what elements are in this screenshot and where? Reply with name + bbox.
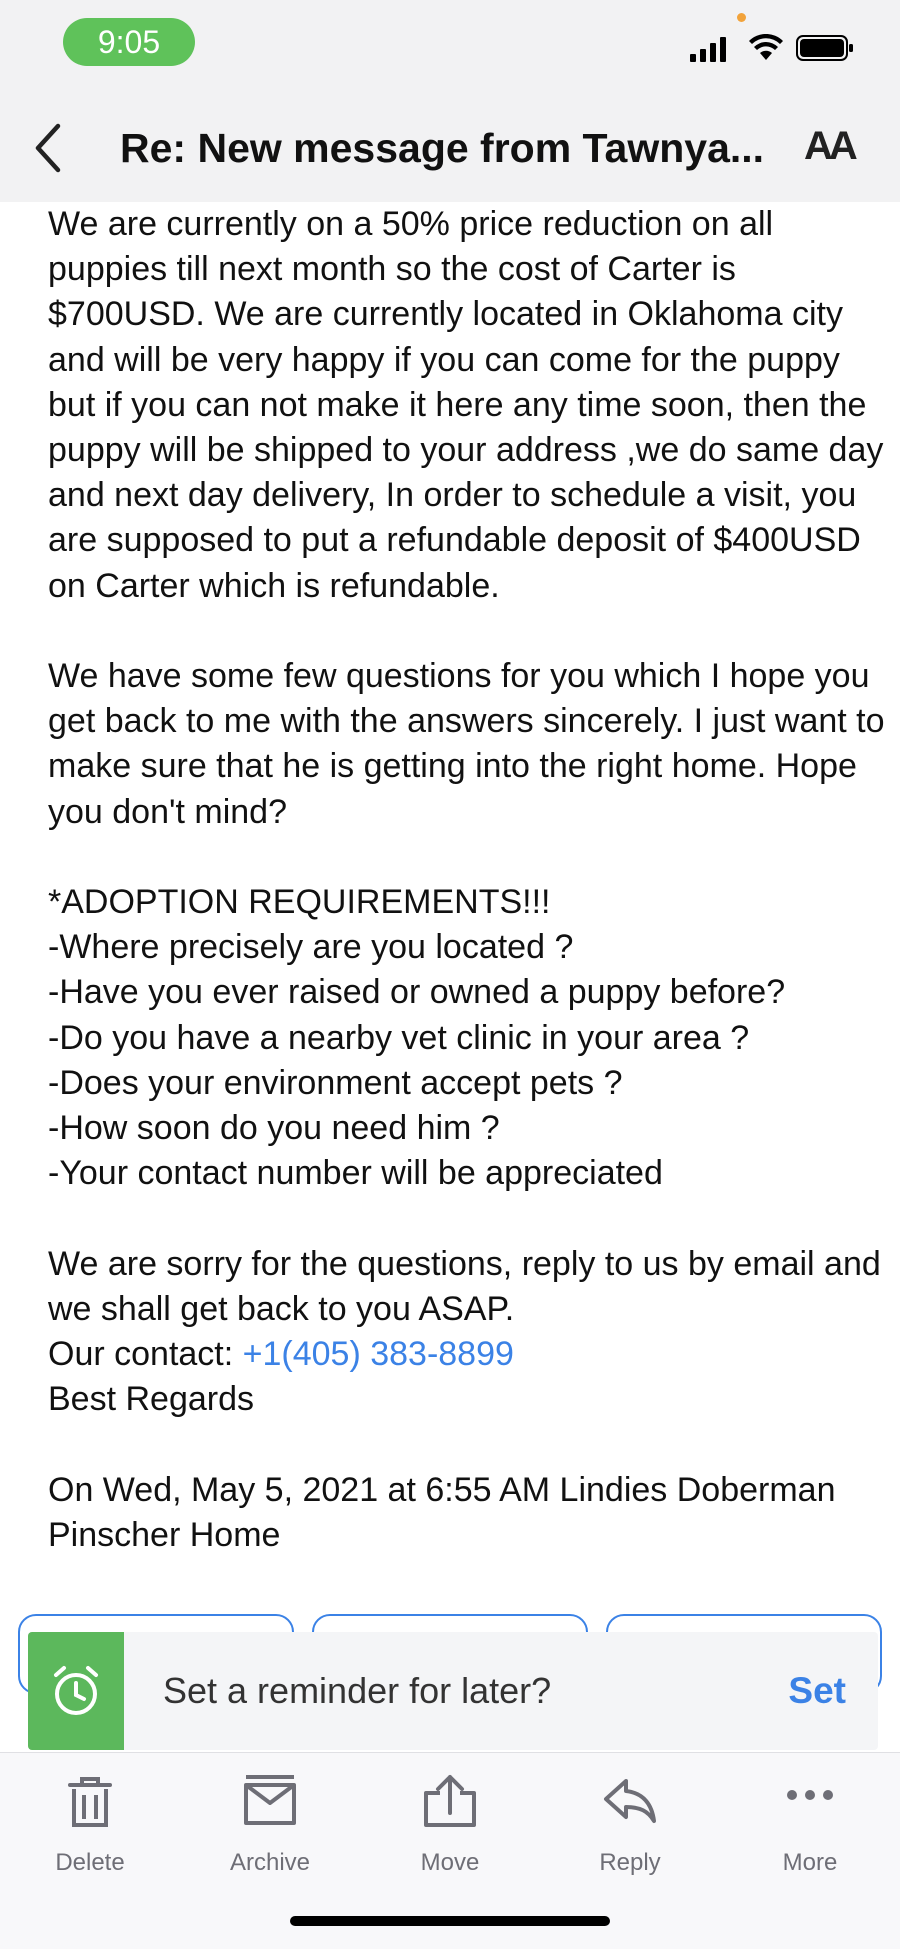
archive-label: Archive bbox=[229, 1849, 311, 1876]
requirement-item: -Your contact number will be appreciated bbox=[48, 1154, 663, 1193]
email-paragraph: We have some few questions for you which I hope you get back to me with the answers sincerely. I just want to make sure that he is getting into the right home. Hope you don't mind? bbox=[48, 657, 885, 831]
contact-label: Our contact: bbox=[48, 1335, 243, 1374]
wifi-icon bbox=[748, 34, 784, 62]
more-label: More bbox=[782, 1849, 838, 1876]
delete-label: Delete bbox=[55, 1849, 125, 1876]
phone-link[interactable]: +1(405) 383-8899 bbox=[242, 1335, 514, 1374]
reminder-icon-box bbox=[28, 1632, 124, 1750]
requirement-item: -Have you ever raised or owned a puppy before? bbox=[48, 973, 786, 1012]
home-indicator[interactable] bbox=[290, 1916, 610, 1926]
status-time: 9:05 bbox=[63, 18, 195, 66]
requirements-heading: *ADOPTION REQUIREMENTS!!! bbox=[48, 883, 551, 922]
reminder-prompt: Set a reminder for later? bbox=[163, 1670, 552, 1711]
set-reminder-button[interactable]: Set bbox=[788, 1670, 846, 1711]
requirement-item: -Do you have a nearby vet clinic in your area ? bbox=[48, 1018, 750, 1057]
more-button[interactable] bbox=[750, 1773, 870, 1883]
move-label: Move bbox=[420, 1849, 480, 1876]
contact-line bbox=[48, 1332, 888, 1377]
signoff: Best Regards bbox=[48, 1380, 254, 1419]
delete-button[interactable] bbox=[30, 1773, 150, 1883]
more-icon bbox=[782, 1773, 838, 1829]
reminder-banner bbox=[28, 1632, 878, 1750]
signal-icon bbox=[690, 36, 730, 62]
archive-button[interactable] bbox=[210, 1773, 330, 1883]
chevron-left-icon[interactable] bbox=[30, 120, 66, 176]
privacy-indicator-dot bbox=[737, 13, 746, 22]
text-size-icon[interactable]: AA bbox=[804, 124, 854, 168]
status-bar bbox=[0, 0, 900, 90]
requirement-item: -How soon do you need him ? bbox=[48, 1109, 500, 1148]
message-subject-title: Re: New message from Tawnya... bbox=[120, 125, 765, 171]
reply-label: Reply bbox=[599, 1849, 661, 1876]
email-body bbox=[48, 202, 888, 1558]
archive-icon bbox=[242, 1773, 298, 1829]
requirement-item: -Where precisely are you located ? bbox=[48, 928, 574, 967]
reply-button[interactable] bbox=[570, 1773, 690, 1883]
email-paragraph: We are currently on a 50% price reduction on all puppies till next month so the cost of Carter is $700USD. We are currently located in Oklahoma city and will be very happy if you can come for the puppy but if you can not make it here any time soon, then the puppy will be shipped to your address ,we do same day and next day delivery, In order to schedule a visit, you are supposed to put a refundable deposit of $400USD on Carter which is refundable. bbox=[48, 205, 884, 605]
alarm-clock-icon bbox=[50, 1664, 102, 1718]
email-body-viewport[interactable] bbox=[0, 202, 900, 1592]
move-icon bbox=[422, 1773, 478, 1829]
requirement-item: -Does your environment accept pets ? bbox=[48, 1063, 623, 1102]
closing-paragraph: We are sorry for the questions, reply to us by email and we shall get back to you ASAP. bbox=[48, 1244, 881, 1328]
trash-icon bbox=[62, 1773, 118, 1829]
move-button[interactable] bbox=[390, 1773, 510, 1883]
battery-icon bbox=[796, 34, 854, 62]
quoted-message-header: On Wed, May 5, 2021 at 6:55 AM Lindies Doberman Pinscher Home bbox=[48, 1470, 836, 1554]
message-header-bar bbox=[0, 90, 900, 202]
reply-icon bbox=[602, 1773, 658, 1829]
